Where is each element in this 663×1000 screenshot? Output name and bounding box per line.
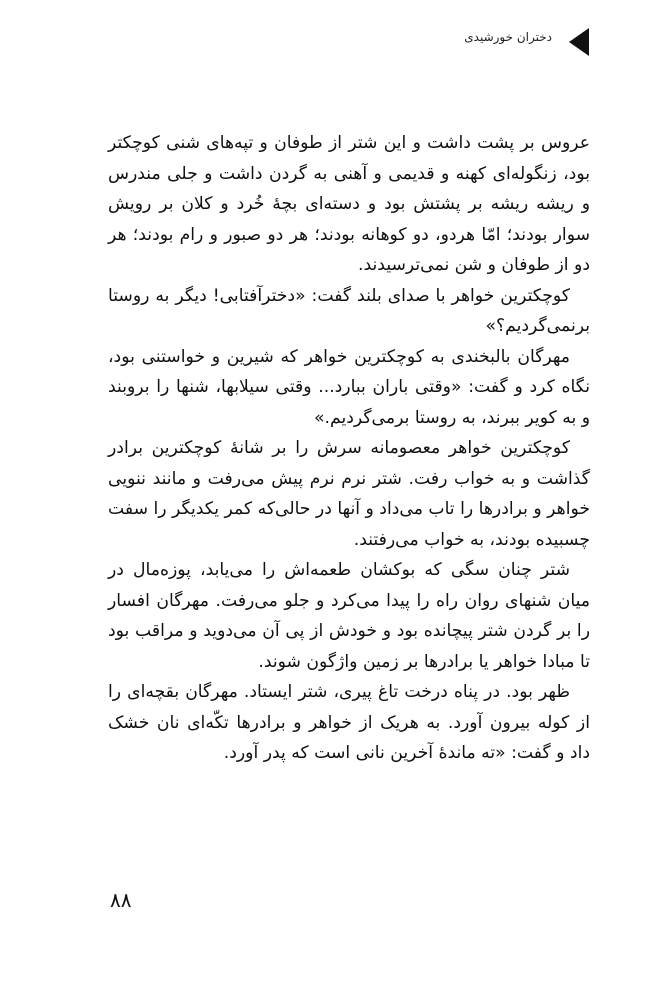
paragraph: کوچکترین خواهر معصومانه سرش را بر شانهٔ کوچکترین برادر گذاشت و به خواب رفت. شتر نرم نرم پیش می‌رفت و مانند ننویی خواهر و برادرها را تاب می‌داد و آنها در حالی‌که کمر یکدیگر را سفت چسبیده بودند، به خواب می‌رفتند. xyxy=(108,438,590,550)
page-corner-marker-icon xyxy=(569,28,589,56)
paragraph: عروس بر پشت داشت و این شتر از طوفان و تپه‌های شنی کوچکتر بود، زنگوله‌ای کهنه و قدیمی و آهنی به گردن داشت و جلی مندرس و ریشه ریشه بر پشتش بود و دسته‌ای بچهٔ خُرد و کلان بر رویش سوار بودند؛ امّا هردو، دو کوهانه بودند؛ هر دو صبور و رام بودند؛ هر دو از طوفان و شن نمی‌ترسیدند. xyxy=(108,133,590,275)
paragraph: شتر چنان سگی که بوکشان طعمه‌اش را می‌یابد، پوزه‌مال در میان شنهای روان راه را پیدا می‌کرد و جلو می‌رفت. مهرگان افسار را بر گردن شتر پیچانده بود و خودش از پی آن می‌دوید و مراقب بود تا مبادا خواهر یا برادرها بر زمین واژگون شوند. xyxy=(108,560,590,672)
page-number: ۸۸ xyxy=(110,888,132,912)
paragraph: مهرگان بالبخندی به کوچکترین خواهر که شیرین و خواستنی بود، نگاه کرد و گفت: «وقتی باران ببارد... وقتی سیلابها، شنها را بروبند و به کویر ببرند، به روستا برمی‌گردیم.» xyxy=(108,346,590,428)
running-header xyxy=(0,28,663,56)
running-title: دختران خورشیدی xyxy=(464,30,552,44)
paragraph: کوچکترین خواهر با صدای بلند گفت: «دخترآفتابی! دیگر به روستا برنمی‌گردیم؟» xyxy=(108,285,590,336)
paragraph: ظهر بود. در پناه درخت تاغ پیری، شتر ایستاد. مهرگان بقچه‌ای را از کوله بیرون آورد. به هریک از خواهر و برادرها تکّه‌ای نان خشک داد و گفت: «ته ماندهٔ آخرین نانی است که پدر آورد. xyxy=(108,682,590,763)
body-text xyxy=(108,128,590,769)
